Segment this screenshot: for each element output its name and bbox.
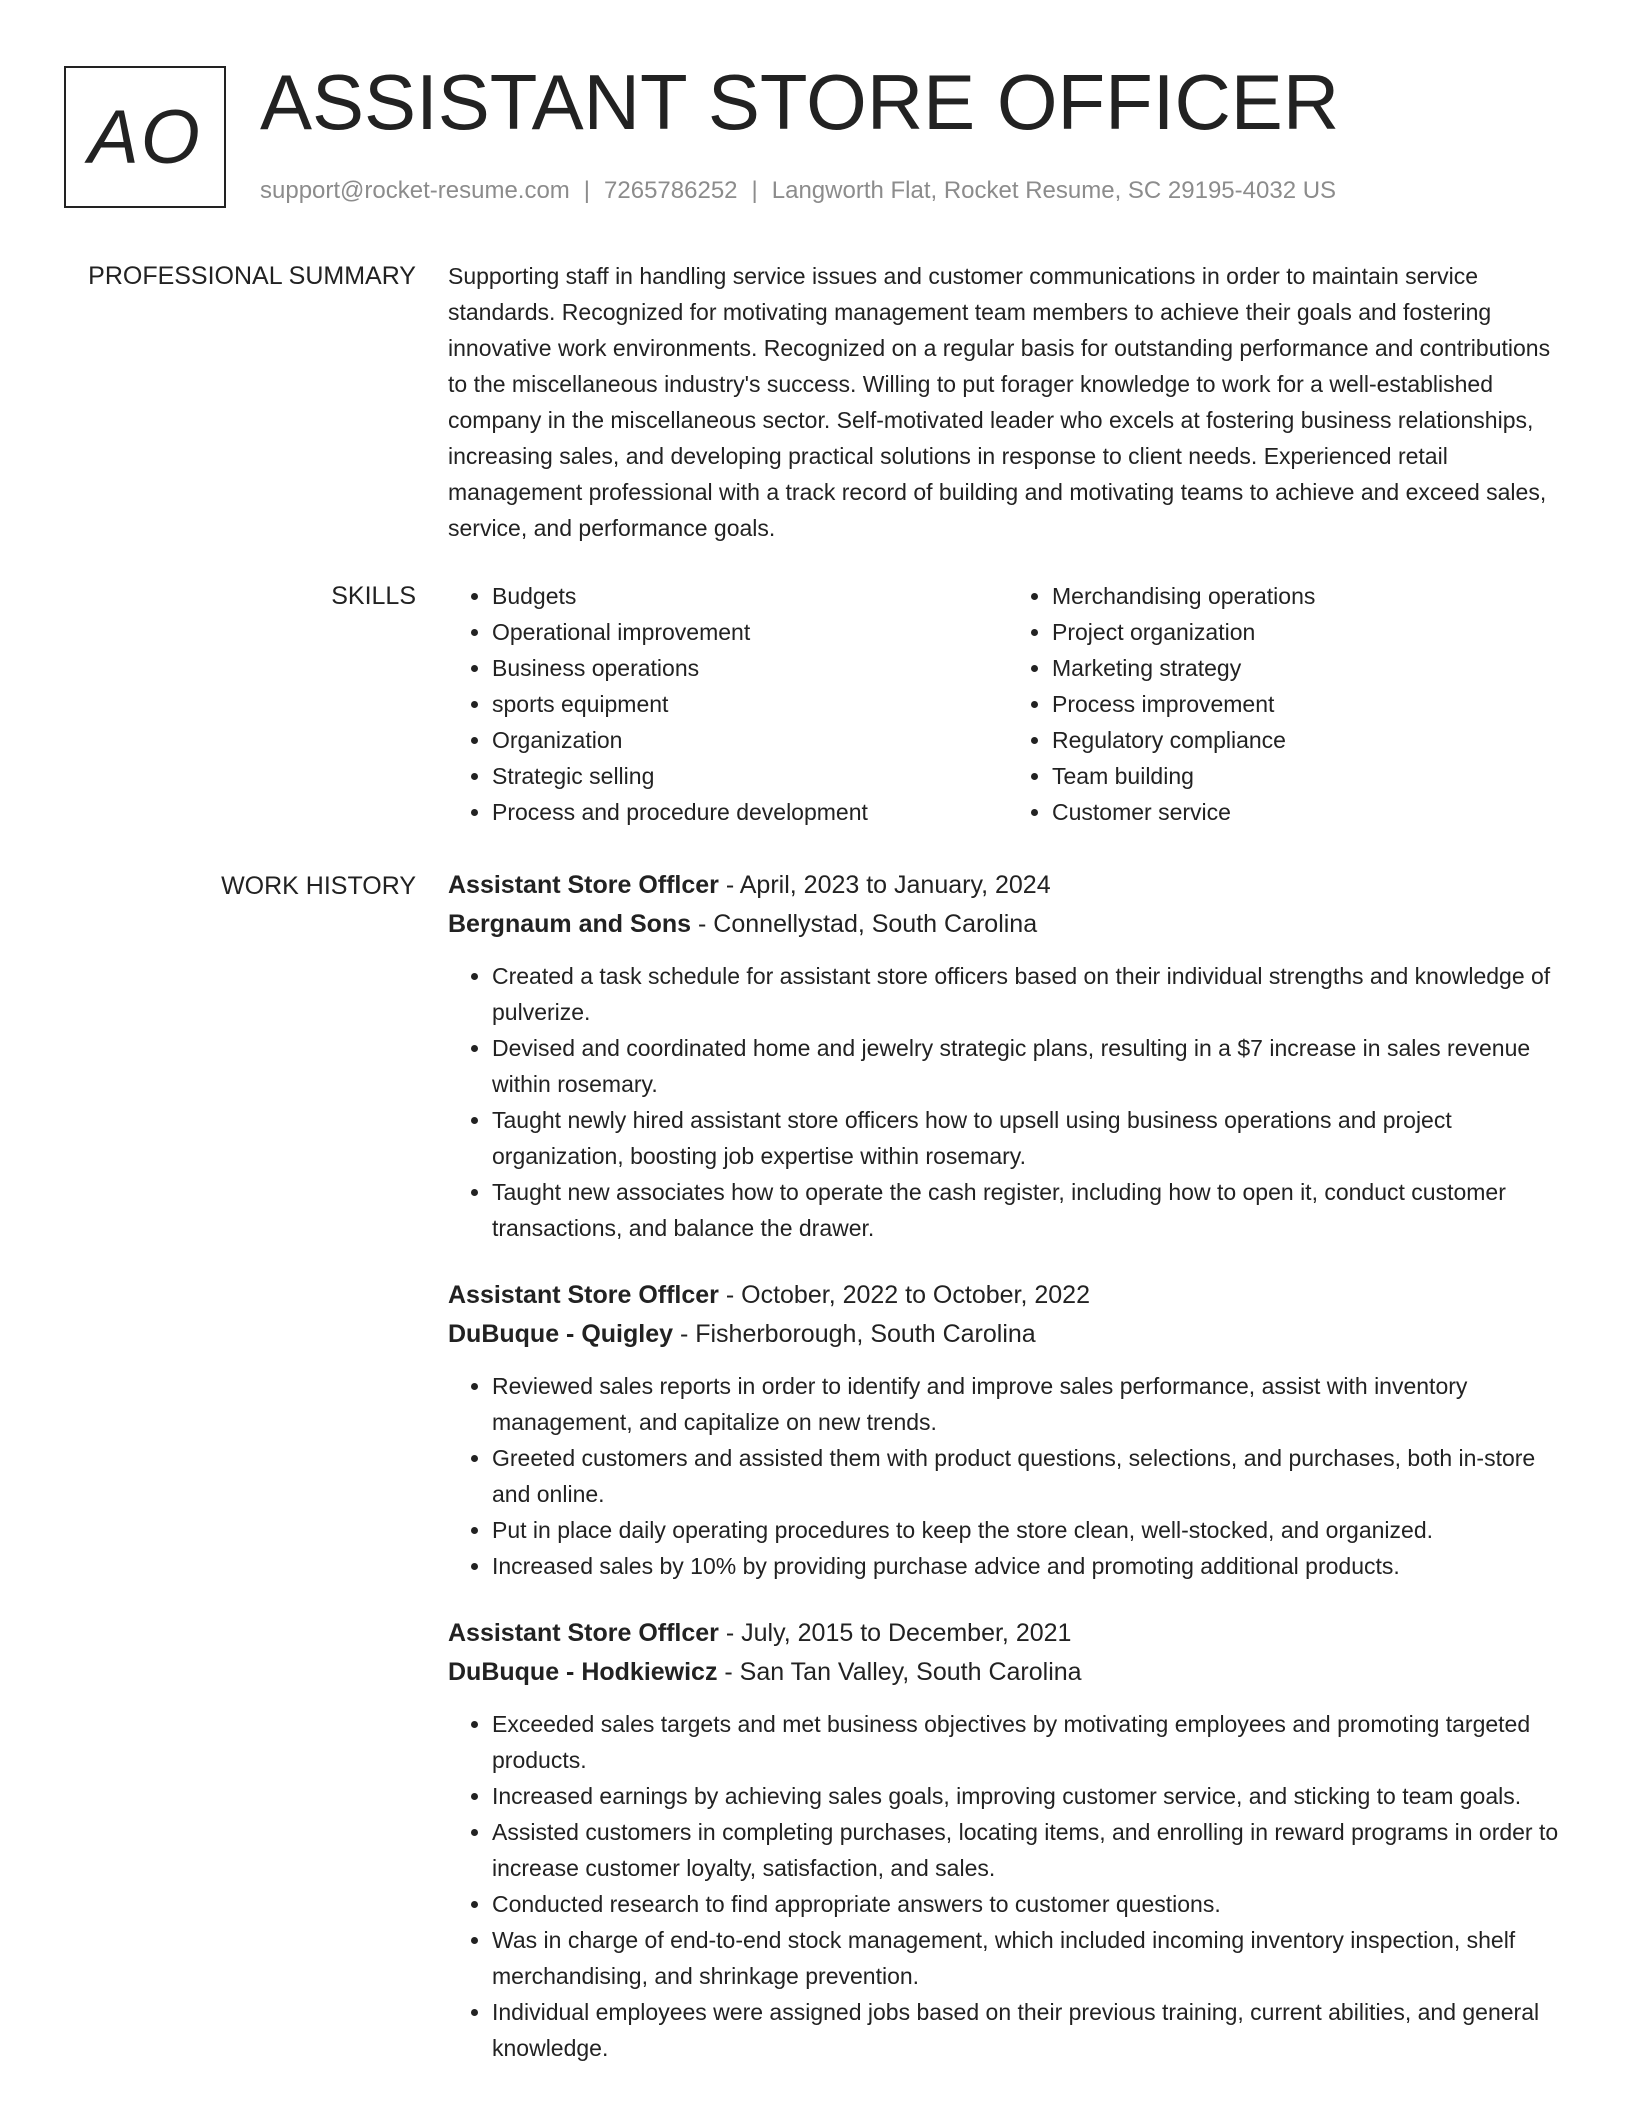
- job-bullet: • Taught newly hired assistant store officers how to upsell using business operations and project organization, boosting job expertise within rosemary.: [492, 1102, 1568, 1174]
- skill-item: • Operational improvement: [492, 614, 1008, 650]
- job-location: - Connellystad, South Carolina: [691, 910, 1038, 938]
- job-bullets: [448, 958, 1568, 1246]
- contact-separator: |: [751, 177, 758, 204]
- job-company-line: [448, 905, 1568, 944]
- contact-line: [260, 175, 1336, 207]
- skills-columns: [448, 578, 1568, 830]
- job-bullet: • Put in place daily operating procedures to keep the store clean, well-stocked, and organized.: [492, 1512, 1568, 1548]
- skill-item: • Business operations: [492, 650, 1008, 686]
- job-company: Bergnaum and Sons: [448, 910, 692, 938]
- work-history-body: [448, 866, 1568, 2096]
- job-dates: - October, 2022 to October, 2022: [718, 1281, 1090, 1309]
- summary-label: PROFESSIONAL SUMMARY: [88, 262, 416, 290]
- contact-separator: |: [583, 177, 591, 204]
- job-location: - Fisherborough, South Carolina: [673, 1320, 1036, 1348]
- contact-phone[interactable]: 7265786252: [604, 177, 738, 204]
- contact-email[interactable]: support@rocket-resume.com: [260, 177, 570, 204]
- job-entry: [448, 1276, 1568, 1584]
- job-bullet: • Taught new associates how to operate the cash register, including how to open it, conduct customer transactions, and balance the drawer.: [492, 1174, 1568, 1246]
- job-title-line: [448, 1614, 1568, 1653]
- skill-item: • Merchandising operations: [1052, 578, 1568, 614]
- job-bullet: • Created a task schedule for assistant store officers based on their individual strengths and knowledge of pulverize.: [492, 958, 1568, 1030]
- job-bullet: • Conducted research to find appropriate answers to customer questions.: [492, 1886, 1568, 1922]
- job-dates: - April, 2023 to January, 2024: [718, 871, 1051, 899]
- skills-label: SKILLS: [331, 582, 416, 610]
- skill-item: • Budgets: [492, 578, 1008, 614]
- monogram: AO: [64, 66, 226, 208]
- skill-item: • Strategic selling: [492, 758, 1008, 794]
- skill-item: • Process and procedure development: [492, 794, 1008, 830]
- job-bullets: [448, 1368, 1568, 1584]
- job-company: DuBuque - Hodkiewicz: [448, 1658, 718, 1686]
- skill-item: • Team building: [1052, 758, 1568, 794]
- job-bullets: [448, 1706, 1568, 2066]
- job-entry: [448, 1614, 1568, 2066]
- skill-item: • Regulatory compliance: [1052, 722, 1568, 758]
- job-bullet: • Exceeded sales targets and met business objectives by motivating employees and promoting targeted products.: [492, 1706, 1568, 1778]
- skill-item: • Project organization: [1052, 614, 1568, 650]
- job-company: DuBuque - Quigley: [448, 1320, 673, 1348]
- job-bullet: • Reviewed sales reports in order to identify and improve sales performance, assist with inventory management, and capitalize on new trends.: [492, 1368, 1568, 1440]
- skill-item: • Customer service: [1052, 794, 1568, 830]
- skills-body: [448, 578, 1568, 830]
- job-bullet: • Increased sales by 10% by providing purchase advice and promoting additional products.: [492, 1548, 1568, 1584]
- skill-item: • sports equipment: [492, 686, 1008, 722]
- job-dates: - July, 2015 to December, 2021: [718, 1619, 1072, 1647]
- job-bullet: • Was in charge of end-to-end stock management, which included incoming inventory inspection, shelf merchandising, and shrinkage prevention.: [492, 1922, 1568, 1994]
- resume-title: ASSISTANT STORE OFFICER: [260, 58, 1340, 146]
- contact-address: Langworth Flat, Rocket Resume, SC 29195-4032 US: [771, 177, 1337, 204]
- job-title-line: [448, 1276, 1568, 1315]
- job-location: - San Tan Valley, South Carolina: [717, 1658, 1082, 1686]
- skills-list-right: [1008, 578, 1568, 830]
- job-bullet: • Greeted customers and assisted them with product questions, selections, and purchases, both in-store and online.: [492, 1440, 1568, 1512]
- job-company-line: [448, 1653, 1568, 1692]
- skill-item: • Organization: [492, 722, 1008, 758]
- job-bullet: • Individual employees were assigned jobs based on their previous training, current abilities, and general knowledge.: [492, 1994, 1568, 2066]
- job-bullet: • Assisted customers in completing purchases, locating items, and enrolling in reward programs in order to increase customer loyalty, satisfaction, and sales.: [492, 1814, 1568, 1886]
- job-bullet: • Devised and coordinated home and jewelry strategic plans, resulting in a $7 increase in sales revenue within rosemary.: [492, 1030, 1568, 1102]
- job-title: Assistant Store Offlcer: [448, 1619, 719, 1647]
- job-entry: [448, 866, 1568, 1246]
- skill-item: • Marketing strategy: [1052, 650, 1568, 686]
- skill-item: • Process improvement: [1052, 686, 1568, 722]
- summary-body: [448, 258, 1568, 546]
- summary-text: Supporting staff in handling service issues and customer communications in order to maintain service standards. Recognized for motivating management team members to achieve their goals and fostering innovative work environments. Recognized on a regular basis for outstanding performance and contributions to the miscellaneous industry's success. Willing to put forager knowledge to work for a well-established company in the miscellaneous sector. Self-motivated leader who excels at fostering business relationships, increasing sales, and developing practical solutions in response to client needs. Experienced retail management professional with a track record of building and motivating teams to achieve and exceed sales, service, and performance goals.: [448, 263, 1551, 541]
- work-history-label: WORK HISTORY: [221, 872, 416, 900]
- skills-list-left: [448, 578, 1008, 830]
- job-title-line: [448, 866, 1568, 905]
- job-bullet: • Increased earnings by achieving sales goals, improving customer service, and sticking to team goals.: [492, 1778, 1568, 1814]
- job-title: Assistant Store Offlcer: [448, 1281, 719, 1309]
- job-title: Assistant Store Offlcer: [448, 871, 719, 899]
- job-company-line: [448, 1315, 1568, 1354]
